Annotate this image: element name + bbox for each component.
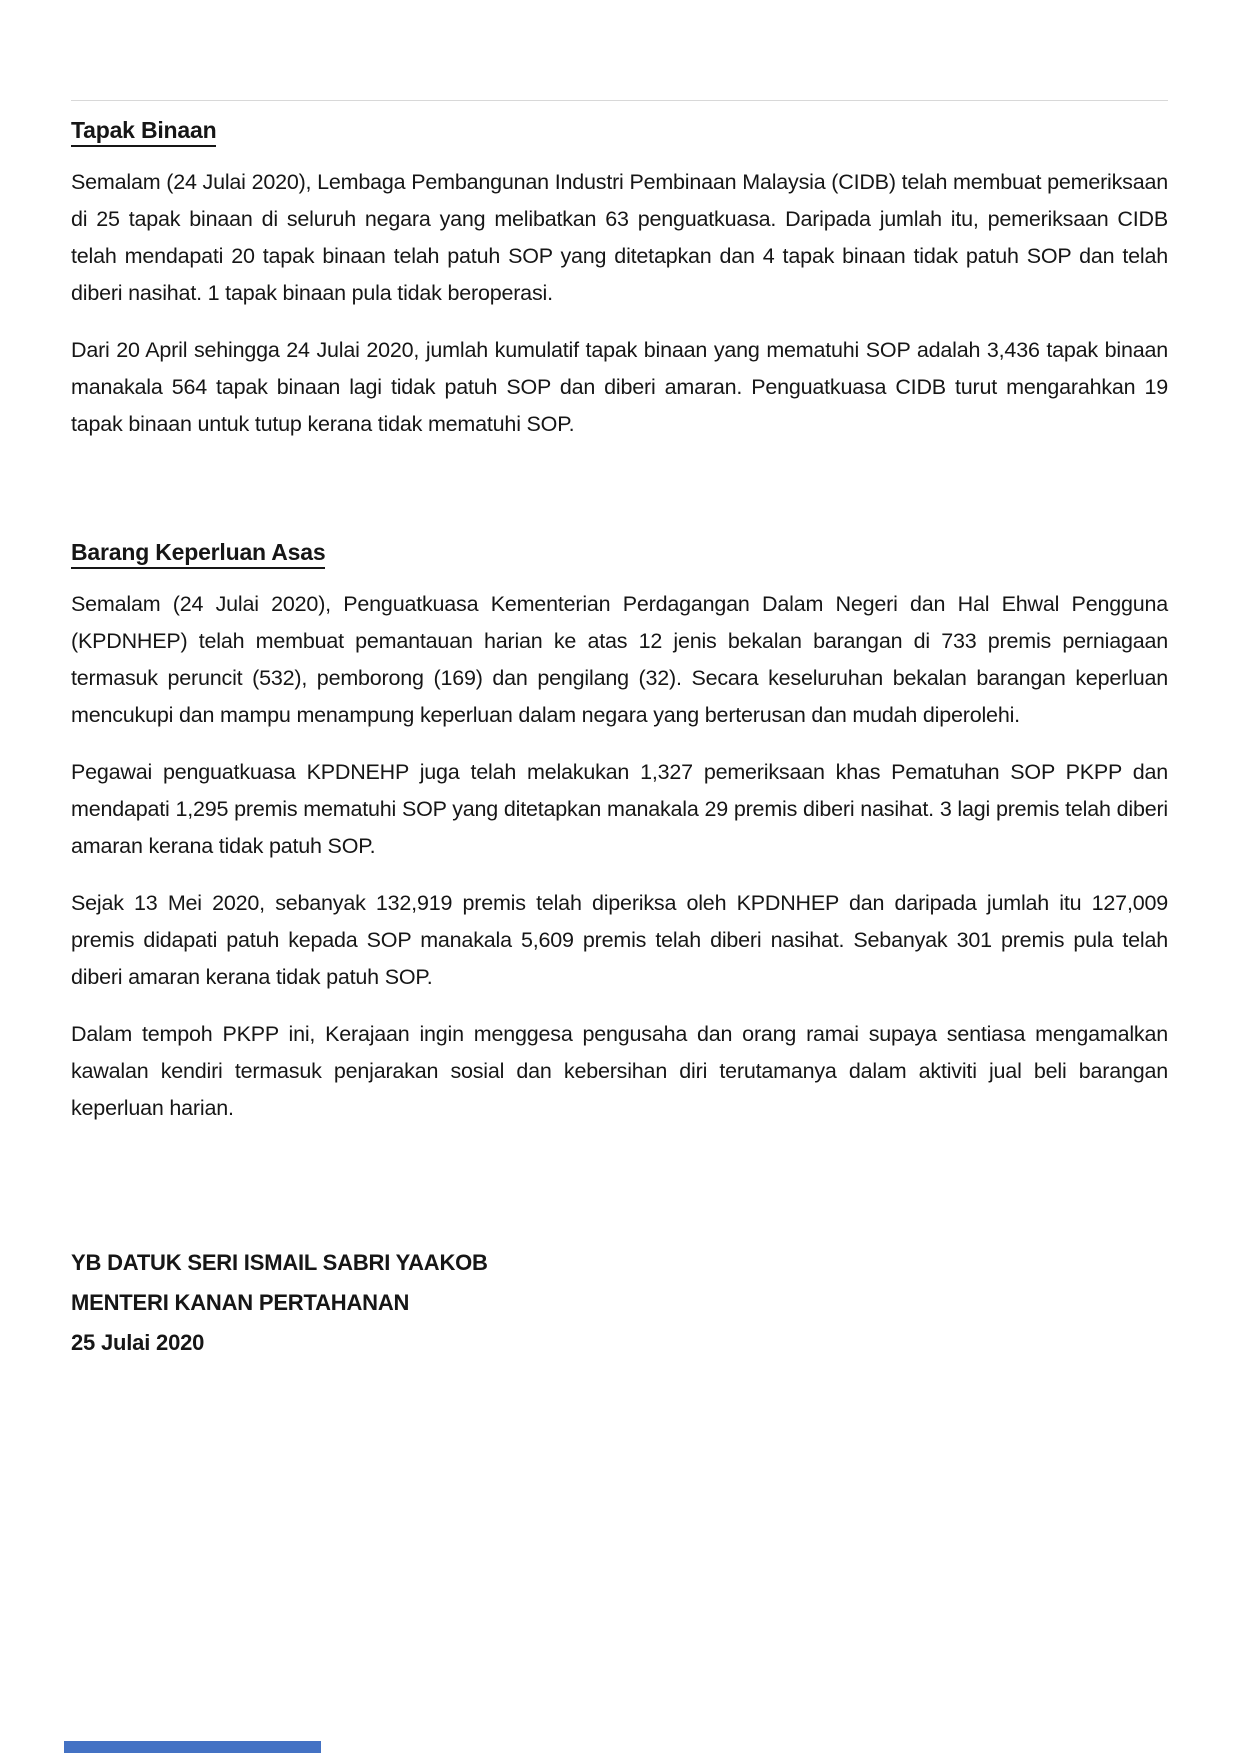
paragraph-tapak-binaan-1: Semalam (24 Julai 2020), Lembaga Pembangunan Industri Pembinaan Malaysia (CIDB) telah membuat pemeriksaan di 25 tapak binaan di seluruh negara yang melibatkan 63 penguatkuasa. Daripada jumlah itu, pemeriksaan CIDB telah mendapati 20 tapak binaan telah patuh SOP yang ditetapkan dan 4 tapak binaan tidak patuh SOP dan telah diberi nasihat. 1 tapak binaan pula tidak beroperasi. [71, 170, 1168, 305]
paragraph-barang-1: Semalam (24 Julai 2020), Penguatkuasa Kementerian Perdagangan Dalam Negeri dan Hal Ehwal Pengguna (KPDNHEP) telah membuat pemantauan harian ke atas 12 jenis bekalan barangan di 733 premis perniagaan termasuk peruncit (532), pemborong (169) dan pengilang (32). Secara keseluruhan bekalan barangan keperluan mencukupi dan mampu menampung keperluan dalam negara yang berterusan dan mudah diperolehi. [71, 592, 1168, 727]
paragraph-tapak-binaan-2: Dari 20 April sehingga 24 Julai 2020, jumlah kumulatif tapak binaan yang mematuhi SOP adalah 3,436 tapak binaan manakala 564 tapak binaan lagi tidak patuh SOP dan diberi amaran. Penguatkuasa CIDB turut mengarahkan 19 tapak binaan untuk tutup kerana tidak mematuhi SOP. [71, 338, 1168, 436]
section-heading-barang-keperluan-asas-text: Barang Keperluan Asas [71, 539, 325, 569]
bottom-accent-bar [64, 1741, 321, 1753]
signature-block [71, 1243, 1168, 1363]
paragraph-barang-3: Sejak 13 Mei 2020, sebanyak 132,919 premis telah diperiksa oleh KPDNHEP dan daripada jumlah itu 127,009 premis didapati patuh kepada SOP manakala 5,609 premis telah diberi nasihat. Sebanyak 301 premis pula telah diberi amaran kerana tidak patuh SOP. [71, 891, 1168, 989]
paragraph-barang-4: Dalam tempoh PKPP ini, Kerajaan ingin menggesa pengusaha dan orang ramai supaya sentiasa mengamalkan kawalan kendiri termasuk penjarakan sosial dan kebersihan diri terutamanya dalam aktiviti jual beli barangan keperluan harian. [71, 1022, 1168, 1120]
section-heading-barang-keperluan-asas [71, 539, 1168, 569]
top-divider [71, 100, 1168, 101]
signature-title: MENTERI KANAN PERTAHANAN [71, 1290, 410, 1315]
section-heading-tapak-binaan-text: Tapak Binaan [71, 117, 216, 147]
paragraph-barang-2: Pegawai penguatkuasa KPDNEHP juga telah melakukan 1,327 pemeriksaan khas Pematuhan SOP PKPP dan mendapati 1,295 premis mematuhi SOP yang ditetapkan manakala 29 premis diberi nasihat. 3 lagi premis telah diberi amaran kerana tidak patuh SOP. [71, 760, 1168, 858]
signature-name: YB DATUK SERI ISMAIL SABRI YAAKOB [71, 1250, 488, 1275]
section-heading-tapak-binaan [71, 117, 1168, 147]
signature-date: 25 Julai 2020 [71, 1330, 205, 1355]
